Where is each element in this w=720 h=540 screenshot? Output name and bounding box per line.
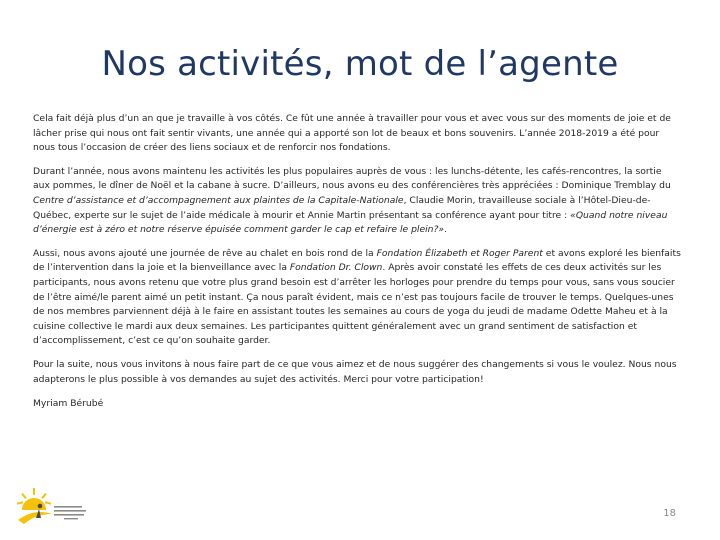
paragraph-closing: Pour la suite, nous vous invitons à nous faire part de ce que vous aimez et de nous suggérer des changements si vous le voulez. Nous nous adapterons le plus possible à vos demandes au sujet des activités. Merci pour votre participation! <box>33 358 677 385</box>
paragraph-activities <box>33 165 681 238</box>
signature: Myriam Bérubé <box>33 398 104 410</box>
slide-body <box>33 112 681 421</box>
paragraph-intro: Cela fait déjà plus d’un an que je travaille à vos côtés. Ce fût une année à travailler pour vous et avec vous sur des moments de joie et de lâcher prise qui nous ont fait sentir vivants, une année qui a apporté son lot de beaux et bons souvenirs. L’année 2018-2019 a été pour nous tous l’occasion de créer des liens sociaux et de renforcir nos fondations. <box>33 113 671 154</box>
paragraph-new-text-3: . Après avoir constaté les effets de ces deux activités sur les participants, nous avons retenu que votre plus grand besoin est d’arrêter les horloges pour prendre du temps pour vous, sans vous soucier de l’être aimé/le parent aimé un petit instant. Ça nous paraît évident, mais ce n’est pas toujours facile de trouver le temps. Quelques-unes de nos membres parviennent déjà à le faire en assistant toutes les semaines au cours de yoga du jeudi de madame Odette Maheu et à la cuisine collective le mardi aux deux semaines. Les participantes quittent généralement avec un grand sentiment de satisfaction et d’accomplissement, c’est ce qu’on souhaite garder. <box>33 262 675 347</box>
page-number: 18 <box>663 508 676 519</box>
paragraph-activities-italic-2: «Quand notre niveau d’énergie est à zéro et notre réserve épuisée comment garder le cap et refaire le plein?» <box>33 209 668 236</box>
paragraph-new-italic-1: Fondation Élizabeth et Roger Parent <box>376 247 543 259</box>
paragraph-new-italic-2: Fondation Dr. Clown <box>289 262 383 274</box>
organization-logo <box>14 484 90 528</box>
paragraph-activities-text-1: Durant l’année, nous avons maintenu les activités les plus populaires auprès de vous : les lunchs-détente, les cafés-rencontres, la sortie aux pommes, le dîner de Noël et la cabane à sucre. D’ailleurs, nous avons eu des conférencières très appréciées : Dominique Tremblay du <box>33 165 671 192</box>
paragraph-new-text-2: et avons exploré les bienfaits de l’intervention dans la joie et la bienveillance avec la <box>33 247 681 274</box>
paragraph-activities-italic-1: Centre d’assistance et d’accompagnement aux plaintes de la Capitale-Nationale <box>33 194 404 206</box>
paragraph-new-activities <box>33 247 681 349</box>
slide-title: Nos activités, mot de l’agente <box>101 44 619 84</box>
sun-figure-logo-icon <box>14 484 90 528</box>
paragraph-activities-text-2: , Claudie Morin, travailleuse sociale à l’Hôtel-Dieu-de-Québec, experte sur le sujet de l’aide médicale à mourir et Annie Martin présentant sa conférence ayant pour titre : <box>33 194 651 221</box>
paragraph-new-text-1: Aussi, nous avons ajouté une journée de rêve au chalet en bois rond de la <box>33 247 377 259</box>
paragraph-activities-text-3: . <box>444 224 447 236</box>
